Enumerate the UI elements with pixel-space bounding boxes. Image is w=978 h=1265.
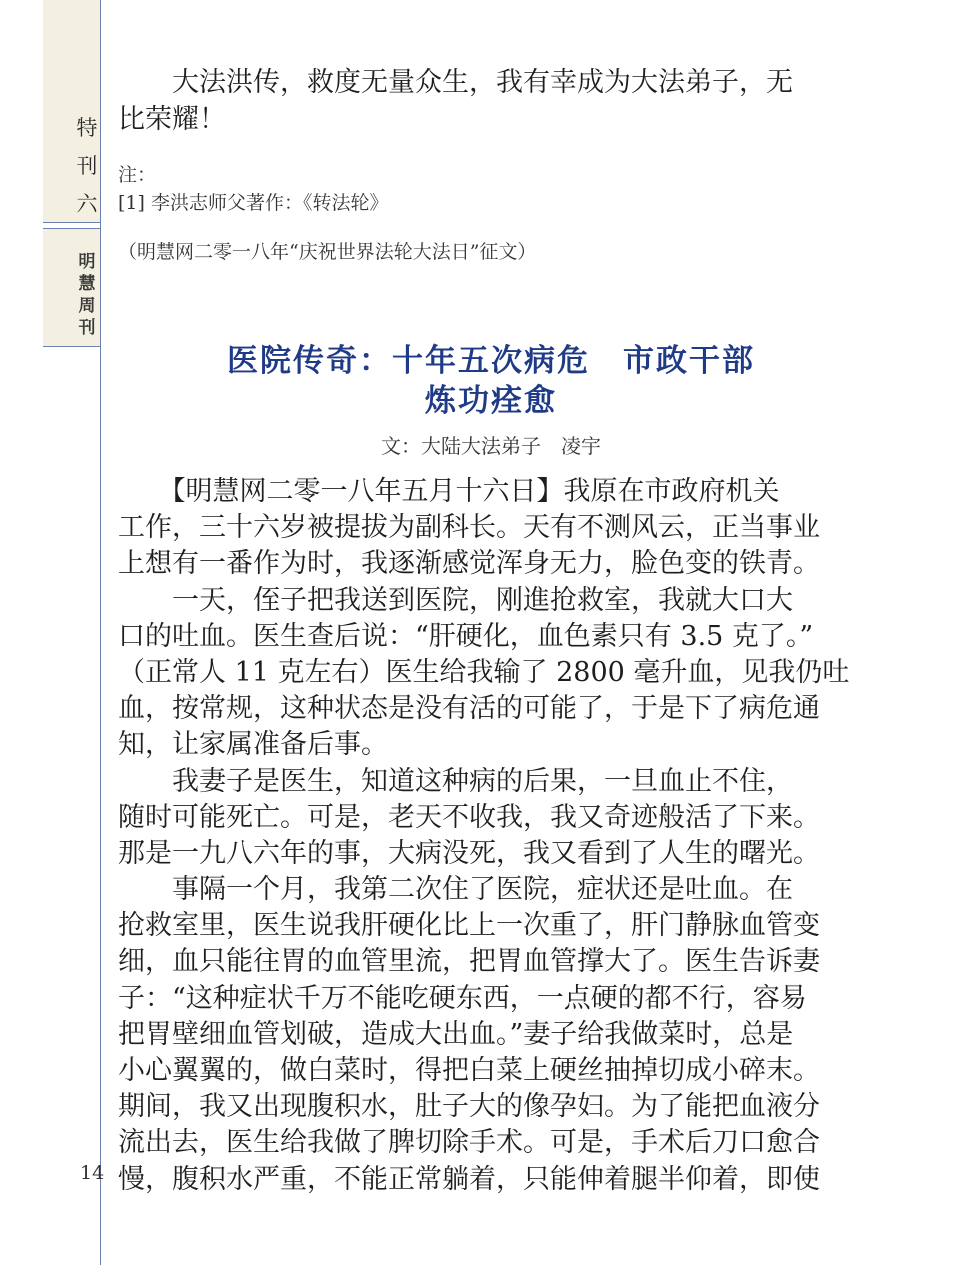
note-item: [1] 李洪志师父著作：《转法轮》	[118, 192, 389, 214]
body-line: 事隔一个月，我第二次住了医院，症状还是吐血。在	[118, 874, 793, 906]
article-body	[118, 474, 849, 1198]
sidebar-char: 明	[78, 252, 96, 272]
body-line: 把胃壁细血管划破，造成大出血。”妻子给我做菜时，总是	[118, 1018, 794, 1050]
sidebar-tab-minghui-weekly	[43, 228, 100, 347]
article-byline: 文：大陆大法弟子 凌宇	[381, 434, 601, 458]
body-line: 抢救室里，医生说我肝硬化比上一次重了，肝门静脉血管变	[118, 910, 820, 942]
body-line: 细，血只能往胃的血管里流，把胃血管撑大了。医生告诉妻	[118, 946, 820, 978]
body-line: 血，按常规，这种状态是没有活的可能了，于是下了病危通	[118, 693, 820, 725]
intro-line: 比荣耀！	[118, 104, 226, 135]
sidebar-char: 刊	[76, 154, 98, 178]
sidebar-tab-special-issue	[43, 0, 100, 223]
body-line: 我妻子是医生，知道这种病的后果，一旦血止不住，	[118, 765, 793, 797]
article-title-line: 医院传奇：十年五次病危 市政干部	[227, 343, 755, 379]
body-line: 期间，我又出现腹积水，肚子大的像孕妇。为了能把血液分	[118, 1091, 820, 1123]
body-line: 上想有一番作为时，我逐渐感觉浑身无力，脸色变的铁青。	[118, 548, 820, 580]
body-line: 口的吐血。医生查后说：“肝硬化，血色素只有 3.5 克了。”	[118, 620, 814, 652]
body-line: 【明慧网二零一八年五月十六日】我原在市政府机关	[118, 476, 780, 507]
sidebar-char: 慧	[78, 274, 96, 294]
body-line: 知，让家属准备后事。	[118, 729, 388, 761]
sidebar-char: 六	[76, 192, 98, 216]
body-line: （正常人 11 克左右）医生给我输了 2800 毫升血，见我仍吐	[118, 656, 850, 688]
body-line: 小心翼翼的，做白菜时，得把白菜上硬丝抽掉切成小碎末。	[118, 1055, 820, 1086]
sidebar-char: 刊	[78, 318, 96, 338]
sidebar-char: 周	[78, 296, 96, 316]
body-line: 随时可能死亡。可是，老天不收我，我又奇迹般活了下来。	[118, 801, 820, 833]
sidebar-char: 特	[76, 116, 98, 140]
intro-line: 大法洪传，救度无量众生，我有幸成为大法弟子，无	[118, 67, 793, 98]
margin-rule	[100, 0, 101, 1265]
article-title-line: 炼功痊愈	[425, 383, 557, 419]
body-line: 子：“这种症状千万不能吃硬东西，一点硬的都不行，容易	[118, 982, 807, 1014]
body-line: 流出去，医生给我做了脾切除手术。可是，手术后刀口愈合	[118, 1127, 820, 1159]
body-line: 那是一九八六年的事，大病没死，我又看到了人生的曙光。	[118, 837, 820, 869]
body-line: 一天，侄子把我送到医院，刚進抢救室，我就大口大	[118, 584, 793, 616]
source-note: （明慧网二零一八年“庆祝世界法轮大法日”征文）	[118, 241, 537, 263]
body-line: 慢，腹积水严重，不能正常躺着，只能伸着腿半仰着，即使	[118, 1163, 820, 1195]
body-line: 工作，三十六岁被提拔为副科长。天有不测风云，正当事业	[118, 512, 820, 544]
notes-label: 注：	[118, 164, 157, 186]
page-number: 14	[80, 1162, 105, 1184]
